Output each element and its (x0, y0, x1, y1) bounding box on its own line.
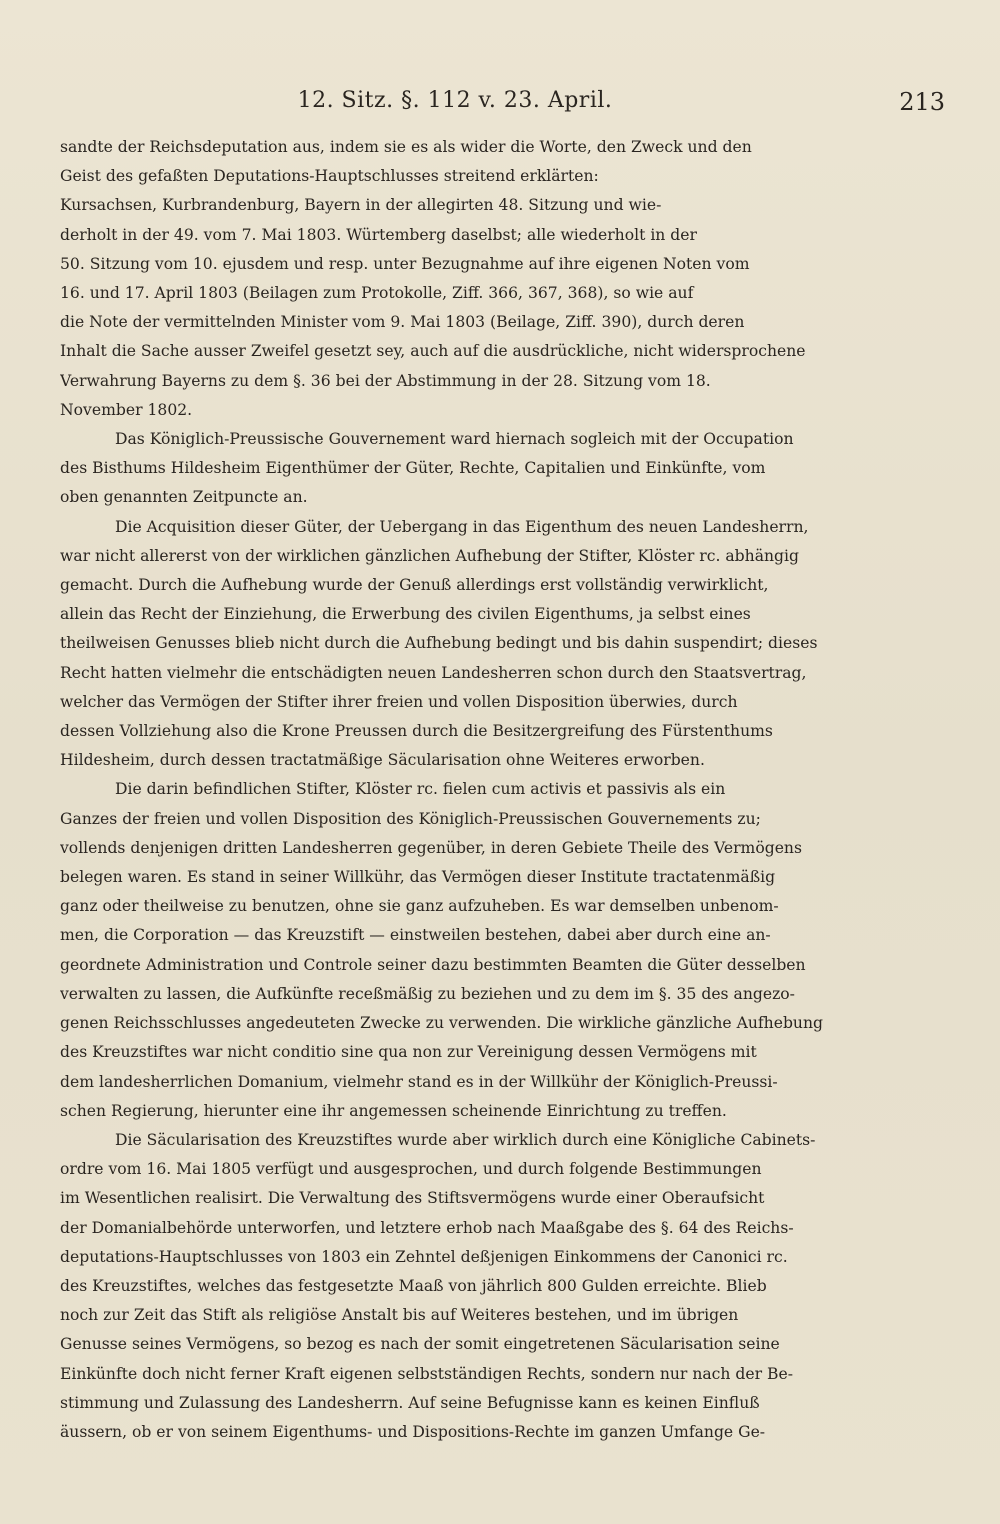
text-line: verwalten zu lassen, die Aufkünfte receßmäßig zu beziehen und zu dem im §. 35 des angezo- (60, 984, 795, 1003)
paragraph (60, 775, 845, 1125)
text-line: welcher das Vermögen der Stifter ihrer freien und vollen Disposition überwies, durch (60, 692, 738, 711)
text-line: dem landesherrlichen Domanium, vielmehr stand es in der Willkühr der Königlich-Preussi- (60, 1072, 778, 1091)
text-line: des Bisthums Hildesheim Eigenthümer der Güter, Rechte, Capitalien und Einkünfte, vom (60, 459, 766, 478)
text-line: derholt in der 49. vom 7. Mai 1803. Würtemberg daselbst; alle wiederholt in der (60, 225, 697, 244)
text-line: dessen Vollziehung also die Krone Preussen durch die Besitzergreifung des Fürstenthums (60, 722, 773, 741)
text-line: Genusse seines Vermögens, so bezog es nach der somit eingetretenen Säcularisation seine (60, 1335, 780, 1354)
text-line: Geist des gefaßten Deputations-Hauptschlusses streitend erklärten: (60, 167, 599, 186)
paragraph (60, 513, 845, 776)
text-line: deputations-Hauptschlusses von 1803 ein Zehntel deßjenigen Einkommens der Canonici rc. (60, 1247, 788, 1266)
text-line: des Kreuzstiftes war nicht conditio sine qua non zur Vereinigung dessen Vermögens mit (60, 1043, 757, 1062)
text-line: Ganzes der freien und vollen Disposition des Königlich-Preussischen Gouvernements zu; (60, 809, 761, 828)
text-line: Hildesheim, durch dessen tractatmäßige Säcularisation ohne Weiteres erworben. (60, 751, 705, 770)
text-line: äussern, ob er von seinem Eigenthums- und Dispositions-Rechte im ganzen Umfange Ge- (60, 1422, 766, 1441)
text-line: vollends denjenigen dritten Landesherren gegenüber, in deren Gebiete Theile des Vermögens (60, 838, 802, 857)
page-number: 213 (899, 88, 945, 116)
text-line: genen Reichsschlusses angedeuteten Zwecke zu verwenden. Die wirkliche gänzliche Aufhebung (60, 1014, 824, 1033)
text-line: allein das Recht der Einziehung, die Erwerbung des civilen Eigenthums, ja selbst eines (60, 605, 751, 624)
text-line: ordre vom 16. Mai 1805 verfügt und ausgesprochen, und durch folgende Bestimmungen (60, 1160, 762, 1179)
text-line: ganz oder theilweise zu benutzen, ohne sie ganz aufzuheben. Es war demselben unbenom- (60, 897, 779, 916)
page-header (60, 88, 945, 118)
text-line: geordnete Administration und Controle seiner dazu bestimmten Beamten die Güter desselben (60, 955, 806, 974)
text-line: noch zur Zeit das Stift als religiöse Anstalt bis auf Weiteres bestehen, und im übrigen (60, 1306, 739, 1325)
paragraph (60, 1126, 845, 1447)
text-line: die Note der vermittelnden Minister vom 9. Mai 1803 (Beilage, Ziff. 390), durch deren (60, 313, 745, 332)
text-line: Das Königlich-Preussische Gouvernement ward hiernach sogleich mit der Occupation (115, 430, 794, 449)
text-line: sandte der Reichsdeputation aus, indem sie es als wider die Worte, den Zweck und den (60, 138, 752, 156)
text-line: Die Acquisition dieser Güter, der Uebergang in das Eigenthum des neuen Landesherrn, (115, 517, 809, 536)
text-line: 50. Sitzung vom 10. ejusdem und resp. unter Bezugnahme auf ihre eigenen Noten vom (60, 254, 750, 273)
text-line: schen Regierung, hierunter eine ihr angemessen scheinende Einrichtung zu treffen. (60, 1101, 727, 1120)
text-line: theilweisen Genusses blieb nicht durch die Aufhebung bedingt und bis dahin suspendirt; dieses (60, 634, 818, 653)
text-line: der Domanialbehörde unterworfen, und letztere erhob nach Maaßgabe des §. 64 des Reichs- (60, 1218, 794, 1237)
body-text (60, 133, 845, 1447)
text-line: Recht hatten vielmehr die entschädigten neuen Landesherren schon durch den Staatsvertrag, (60, 663, 807, 682)
text-line: des Kreuzstiftes, welches das festgesetzte Maaß von jährlich 800 Gulden erreichte. Blieb (60, 1276, 767, 1295)
text-line: stimmung und Zulassung des Landesherrn. Auf seine Befugnisse kann es keinen Einfluß (60, 1393, 760, 1412)
text-line: November 1802. (60, 400, 193, 419)
text-line: 16. und 17. April 1803 (Beilagen zum Protokolle, Ziff. 366, 367, 368), so wie auf (60, 284, 694, 303)
text-line: im Wesentlichen realisirt. Die Verwaltung des Stiftsvermögens wurde einer Oberaufsicht (60, 1189, 765, 1208)
text-line: Einkünfte doch nicht ferner Kraft eigenen selbstständigen Rechts, sondern nur nach der Be- (60, 1364, 793, 1383)
text-line: Kursachsen, Kurbrandenburg, Bayern in der allegirten 48. Sitzung und wie- (60, 196, 662, 215)
paragraph (60, 425, 845, 513)
paragraph (60, 133, 845, 425)
text-line: Die darin befindlichen Stifter, Klöster rc. fielen cum activis et passivis als ein (115, 780, 726, 799)
text-line: Die Säcularisation des Kreuzstiftes wurde aber wirklich durch eine Königliche Cabinets- (115, 1130, 816, 1149)
text-line: gemacht. Durch die Aufhebung wurde der Genuß allerdings erst vollständig verwirklicht, (60, 576, 769, 595)
text-line: oben genannten Zeitpuncte an. (60, 488, 308, 507)
text-line: men, die Corporation — das Kreuzstift — einstweilen bestehen, dabei aber durch eine an- (60, 926, 771, 945)
text-line: war nicht allererst von der wirklichen gänzlichen Aufhebung der Stifter, Klöster rc. abhängig (60, 546, 799, 565)
text-line: Verwahrung Bayerns zu dem §. 36 bei der Abstimmung in der 28. Sitzung vom 18. (60, 371, 711, 390)
running-head: 12. Sitz. §. 112 v. 23. April. (297, 88, 613, 113)
text-line: belegen waren. Es stand in seiner Willkühr, das Vermögen dieser Institute tractatenmäßig (60, 868, 776, 887)
text-line: Inhalt die Sache ausser Zweifel gesetzt sey, auch auf die ausdrückliche, nicht widersprochene (60, 342, 806, 361)
